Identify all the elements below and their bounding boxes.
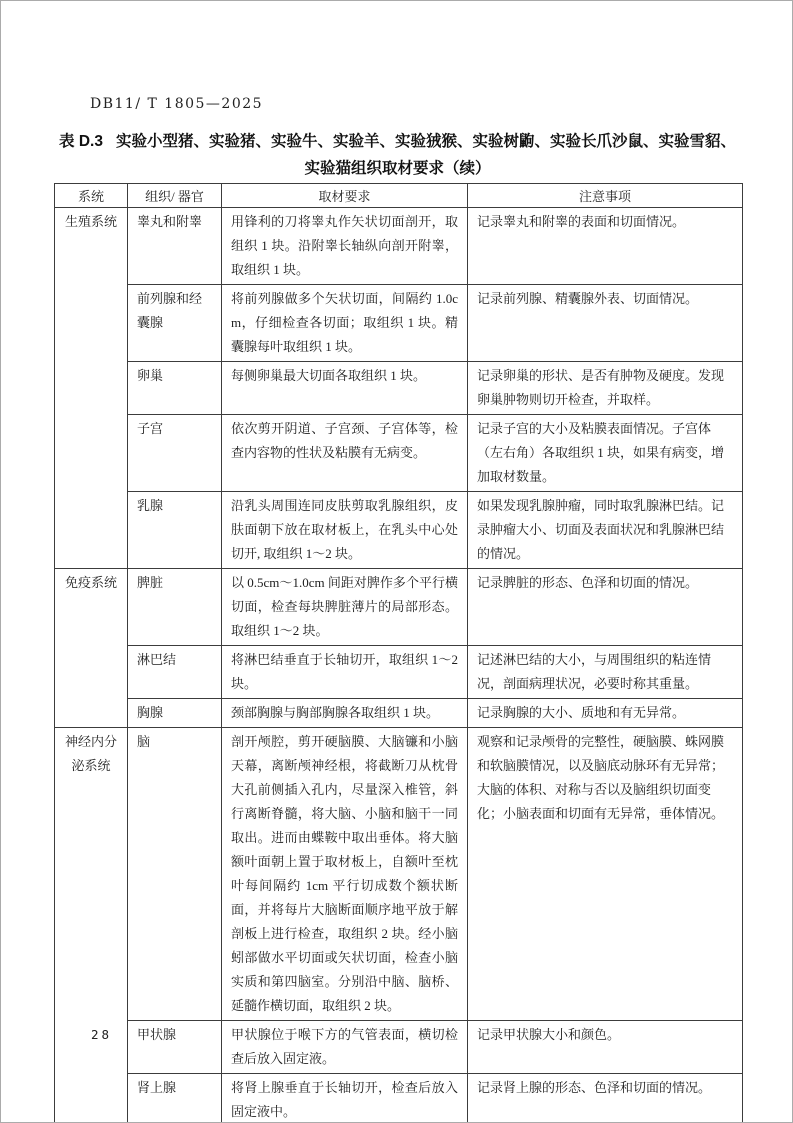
header-row: [55, 184, 743, 208]
table-row: [55, 1074, 743, 1123]
requirement-cell: 颈部胸腺与胸部胸腺各取组织 1 块。: [222, 699, 468, 728]
organ-cell: 乳腺: [128, 492, 222, 569]
table-row: [55, 415, 743, 492]
note-cell: 记录子宫的大小及粘膜表面情况。子宫体（左右角）各取组织 1 块，如果有病变，增加取材数量。: [468, 415, 743, 492]
note-cell: 如果发现乳腺肿瘤，同时取乳腺淋巴结。记录肿瘤大小、切面及表面状况和乳腺淋巴结的情况。: [468, 492, 743, 569]
note-cell: 记录胸腺的大小、质地和有无异常。: [468, 699, 743, 728]
doc-code: DB11/ T 1805—2025: [90, 96, 264, 112]
organ-cell: 脑: [128, 728, 222, 1021]
table-row: [55, 208, 743, 285]
col-header-system: 系统: [55, 184, 128, 208]
requirement-cell: 甲状腺位于喉下方的气管表面，横切检查后放入固定液。: [222, 1021, 468, 1074]
table-title-text: 实验小型猪、实验猪、实验牛、实验羊、实验狨猴、实验树鼩、实验长爪沙鼠、实验雪貂、实验猫组织取材要求（续）: [115, 133, 736, 177]
note-cell: 记录前列腺、精囊腺外表、切面情况。: [468, 285, 743, 362]
requirement-cell: 沿乳头周围连同皮肤剪取乳腺组织，皮肤面朝下放在取材板上，在乳头中心处切开, 取组织 1～2 块。: [222, 492, 468, 569]
note-cell: 记录睾丸和附睾的表面和切面情况。: [468, 208, 743, 285]
organ-cell: 胸腺: [128, 699, 222, 728]
table-row: [55, 646, 743, 699]
table-caption: [57, 128, 738, 182]
note-cell: 观察和记录颅骨的完整性，硬脑膜、蛛网膜和软脑膜情况，以及脑底动脉环有无异常；大脑的体积、对称与否以及脑组织切面变化；小脑表面和切面有无异常，垂体情况。: [468, 728, 743, 1021]
requirement-cell: 每侧卵巢最大切面各取组织 1 块。: [222, 362, 468, 415]
table-row: [55, 569, 743, 646]
col-header-note: 注意事项: [468, 184, 743, 208]
organ-cell: 卵巢: [128, 362, 222, 415]
note-cell: 记录甲状腺大小和颜色。: [468, 1021, 743, 1074]
table-row: [55, 699, 743, 728]
requirement-cell: 将淋巴结垂直于长轴切开，取组织 1～2 块。: [222, 646, 468, 699]
organ-cell: 睾丸和附睾: [128, 208, 222, 285]
requirement-cell: 将肾上腺垂直于长轴切开，检查后放入固定液中。: [222, 1074, 468, 1123]
col-header-organ: 组织/ 器官: [128, 184, 222, 208]
table-row: [55, 362, 743, 415]
note-cell: 记录肾上腺的形态、色泽和切面的情况。: [468, 1074, 743, 1123]
requirement-cell: 将前列腺做多个矢状切面，间隔约 1.0cm，仔细检查各切面；取组织 1 块。精囊腺每叶取组织 1 块。: [222, 285, 468, 362]
requirement-cell: 依次剪开阴道、子宫颈、子宫体等，检查内容物的性状及粘膜有无病变。: [222, 415, 468, 492]
note-cell: 记录脾脏的形态、色泽和切面的情况。: [468, 569, 743, 646]
organ-cell: 子宫: [128, 415, 222, 492]
page-number: 28: [91, 1027, 113, 1042]
requirement-cell: 以 0.5cm～1.0cm 间距对脾作多个平行横切面，检查每块脾脏薄片的局部形态。取组织 1～2 块。: [222, 569, 468, 646]
table-label: 表 D.3: [59, 133, 103, 150]
organ-cell: 甲状腺: [128, 1021, 222, 1074]
note-cell: 记录卵巢的形状、是否有肿物及硬度。发现卵巢肿物则切开检查，并取样。: [468, 362, 743, 415]
organ-cell: 脾脏: [128, 569, 222, 646]
table-row: [55, 492, 743, 569]
organ-cell: 前列腺和经囊腺: [128, 285, 222, 362]
system-cell: 免疫系统: [55, 569, 128, 728]
organ-cell: 肾上腺: [128, 1074, 222, 1123]
note-cell: 记述淋巴结的大小，与周围组织的粘连情况，剖面病理状况，必要时称其重量。: [468, 646, 743, 699]
table-row: [55, 1021, 743, 1074]
table-row: [55, 728, 743, 1021]
requirement-cell: 用锋利的刀将睾丸作矢状切面剖开，取组织 1 块。沿附睾长轴纵向剖开附睾，取组织 1 块。: [222, 208, 468, 285]
system-cell: 生殖系统: [55, 208, 128, 569]
table-row: [55, 285, 743, 362]
organ-cell: 淋巴结: [128, 646, 222, 699]
system-cell: 神经内分泌系统: [55, 728, 128, 1123]
requirement-cell: 剖开颅腔，剪开硬脑膜、大脑镰和小脑天幕，离断颅神经根，将截断刀从枕骨大孔前侧插入孔内，尽量深入椎管，斜行离断脊髓，将大脑、小脑和脑干一同取出。进而由蝶鞍中取出垂体。将大脑额叶面朝上置于取材板上，自额叶至枕叶每间隔约 1cm 平行切成数个额状断面，并将每片大脑断面顺序地平放于解剖板上进行检查，取组织 2 块。经小脑蚓部做水平切面或矢状切面，检查小脑实质和第四脑室。分别沿中脑、脑桥、延髓作横切面，取组织 2 块。: [222, 728, 468, 1021]
sampling-requirements-table: [54, 183, 743, 1123]
col-header-requirement: 取材要求: [222, 184, 468, 208]
